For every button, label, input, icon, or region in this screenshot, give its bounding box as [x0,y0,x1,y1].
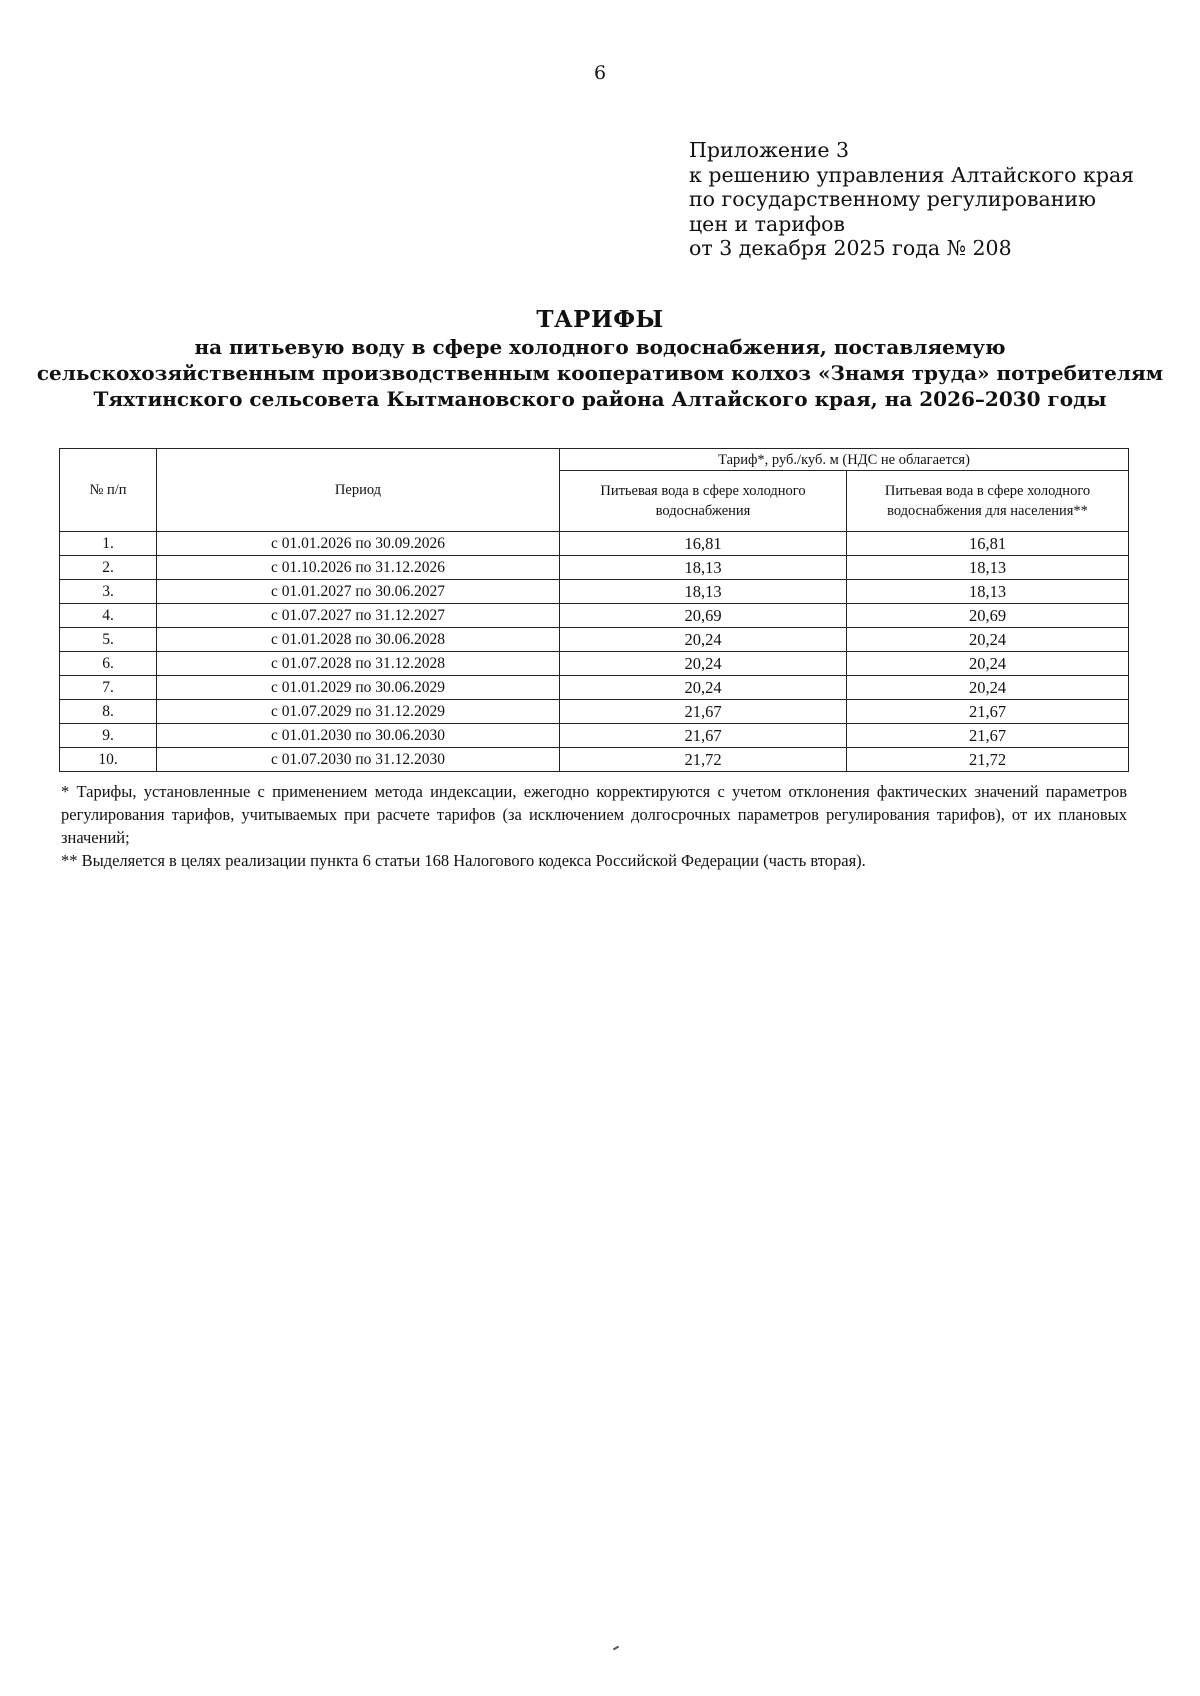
row-general-tariff-cell: 20,24 [560,628,847,652]
row-population-tariff-cell: 18,13 [847,556,1129,580]
row-period-cell: с 01.01.2029 по 30.06.2029 [157,676,560,700]
row-period-cell: с 01.01.2026 по 30.09.2026 [157,532,560,556]
row-period-cell: с 01.07.2027 по 31.12.2027 [157,604,560,628]
appendix-line: к решению управления Алтайского края [689,162,1135,187]
appendix-block [689,138,1134,261]
scan-mark [613,1646,619,1651]
table-header-row [60,449,1129,471]
row-period-cell: с 01.10.2026 по 31.12.2026 [157,556,560,580]
row-population-tariff-cell: 20,24 [847,628,1129,652]
row-population-tariff-cell: 21,67 [847,724,1129,748]
row-period-cell: с 01.01.2028 по 30.06.2028 [157,628,560,652]
table-row [60,628,1129,652]
table-row [60,532,1129,556]
table-row [60,652,1129,676]
document-title [0,306,1200,412]
row-number-cell: 4. [60,604,157,628]
row-general-tariff-cell: 20,24 [560,676,847,700]
row-general-tariff-cell: 21,72 [560,748,847,772]
title-line: Тяхтинского сельсовета Кытмановского района Алтайского края, на 2026–2030 годы [93,387,1107,411]
table-row [60,724,1129,748]
row-general-tariff-cell: 20,69 [560,604,847,628]
row-period-cell: с 01.01.2027 по 30.06.2027 [157,580,560,604]
row-general-tariff-cell: 21,67 [560,700,847,724]
table-body [60,532,1129,772]
row-number-cell: 9. [60,724,157,748]
row-population-tariff-cell: 20,24 [847,652,1129,676]
header-general-text: Питьевая вода в сфере холодного водоснабжения [600,483,806,519]
header-population-text: Питьевая вода в сфере холодного водоснабжения для населения** [884,483,1091,519]
tariff-table [59,448,1129,772]
appendix-line: цен и тарифов [689,211,845,236]
footnote-single: * Тарифы, установленные с применением метода индексации, ежегодно корректируются с учетом отклонения фактических значений параметров регулирования тарифов, учитываемых при расчете тарифов (за исключением долгосрочных параметров регулирования тарифов), от их плановых значений; [61,782,1127,847]
row-number-cell: 5. [60,628,157,652]
row-general-tariff-cell: 21,67 [560,724,847,748]
table-row [60,700,1129,724]
row-population-tariff-cell: 21,67 [847,700,1129,724]
title-line: сельскохозяйственным производственным кооперативом колхоз «Знамя труда» потребителям [36,361,1164,385]
row-number-cell: 7. [60,676,157,700]
appendix-line: по государственному регулированию [689,187,1096,211]
row-population-tariff-cell: 18,13 [847,580,1129,604]
row-number-cell: 6. [60,652,157,676]
row-number-cell: 1. [60,532,157,556]
row-general-tariff-cell: 20,24 [560,652,847,676]
header-period: Период [157,449,560,532]
appendix-line: Приложение 3 [689,138,850,162]
table-row [60,676,1129,700]
header-number: № п/п [60,449,157,532]
row-number-cell: 2. [60,556,157,580]
row-period-cell: с 01.01.2030 по 30.06.2030 [157,724,560,748]
table-row [60,580,1129,604]
title-main: ТАРИФЫ [536,306,664,333]
header-tariff-group: Тариф*, руб./куб. м (НДС не облагается) [560,449,1129,471]
table-row [60,748,1129,772]
footnote-double: ** Выделяется в целях реализации пункта 6 статьи 168 Налогового кодекса Российской Федерации (часть вторая). [61,851,866,870]
appendix-line: от 3 декабря 2025 года № 208 [689,236,1012,260]
row-population-tariff-cell: 21,72 [847,748,1129,772]
row-general-tariff-cell: 18,13 [560,556,847,580]
row-number-cell: 10. [60,748,157,772]
row-number-cell: 3. [60,580,157,604]
row-period-cell: с 01.07.2028 по 31.12.2028 [157,652,560,676]
header-population [847,471,1129,532]
row-population-tariff-cell: 20,24 [847,676,1129,700]
footnotes [61,780,1127,872]
table-row [60,604,1129,628]
title-line: на питьевую воду в сфере холодного водоснабжения, поставляемую [194,335,1006,359]
row-number-cell: 8. [60,700,157,724]
header-general [560,471,847,532]
row-period-cell: с 01.07.2029 по 31.12.2029 [157,700,560,724]
page-number: 6 [593,62,607,84]
table-row [60,556,1129,580]
row-population-tariff-cell: 20,69 [847,604,1129,628]
row-general-tariff-cell: 18,13 [560,580,847,604]
row-population-tariff-cell: 16,81 [847,532,1129,556]
row-period-cell: с 01.07.2030 по 31.12.2030 [157,748,560,772]
row-general-tariff-cell: 16,81 [560,532,847,556]
